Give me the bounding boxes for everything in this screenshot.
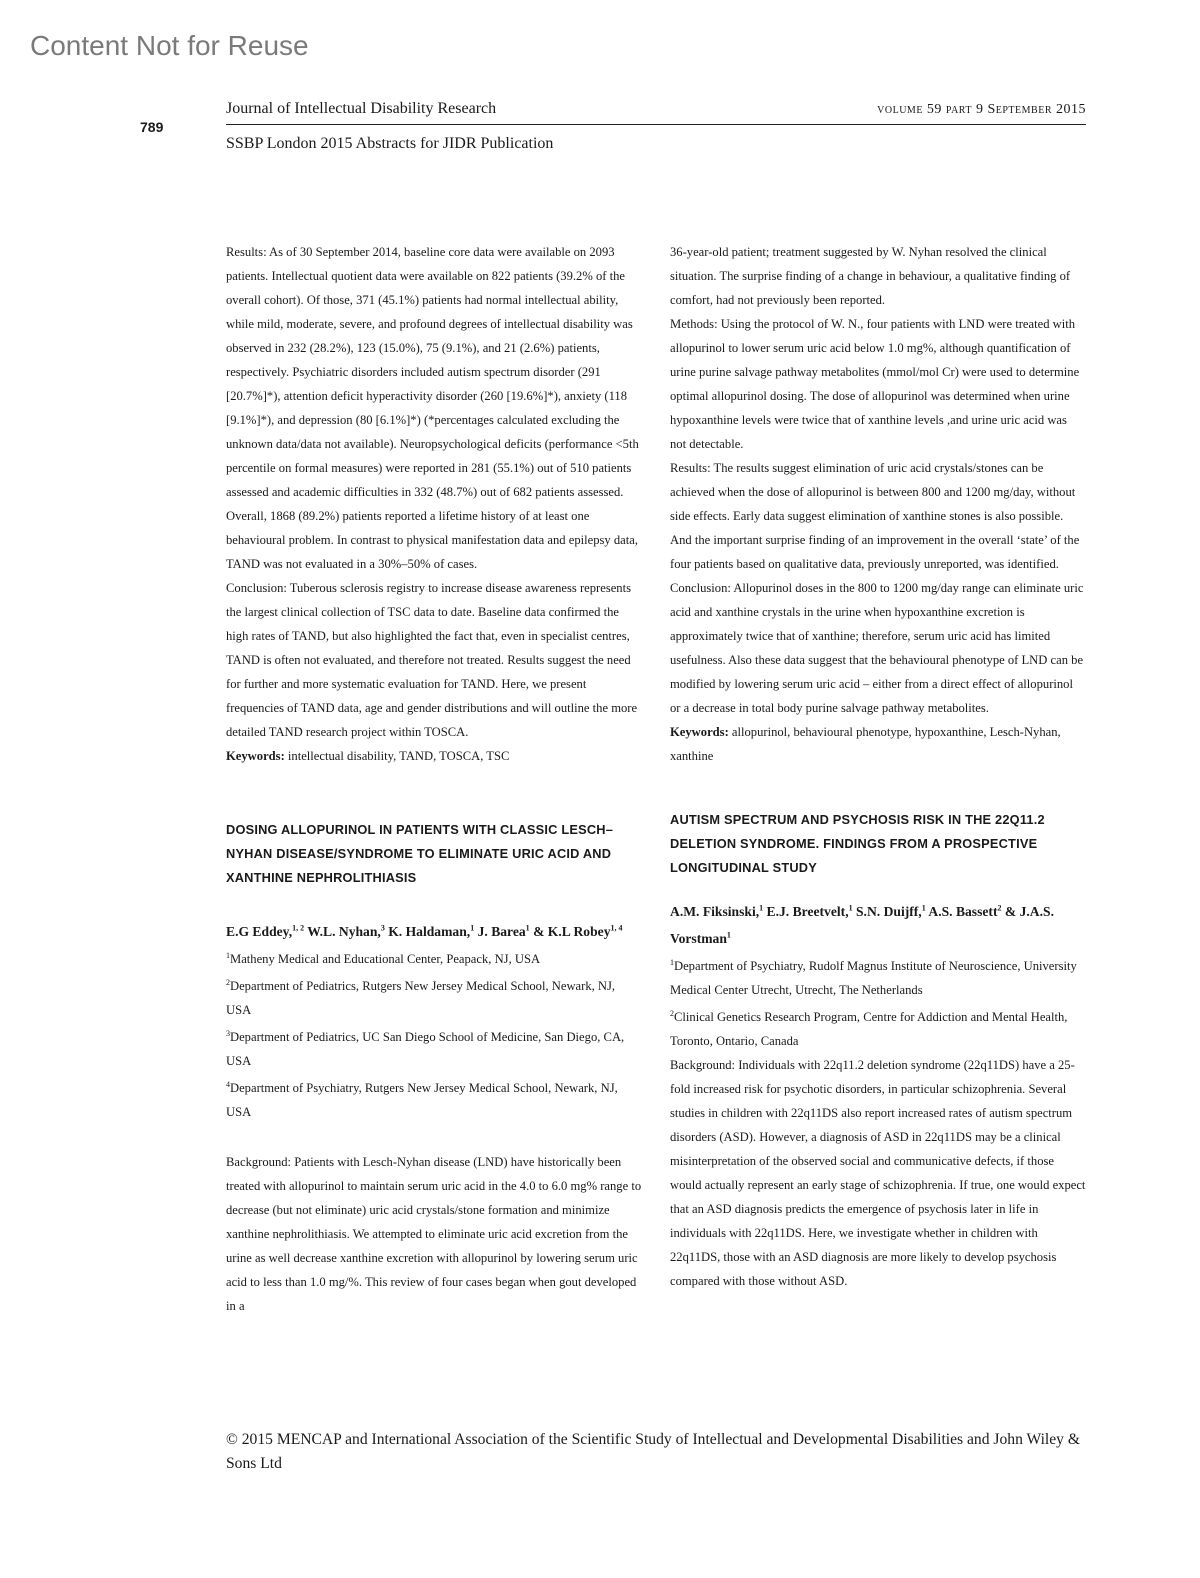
keywords-text: intellectual disability, TAND, TOSCA, TSC [287,749,510,763]
volume-info: volume 59 part 9 September 2015 [877,102,1086,117]
author: E.J. Breetvelt,$^1$ [766,903,853,919]
background-paragraph: Background: Patients with Lesch-Nyhan disease (LND) have historically been treated with allopurinol to maintain serum uric acid in the 4.0 to 6.0 mg% range to decrease (but not eliminate) uric acid crystals/stone formation and minimize xanthine nephrolithiasis. We attempted to eliminate uric acid excretion from the urine as well decrease xanthine excretion with allopurinol by lowering serum uric acid to less than 1.0 mg/%. This review of four cases began when gout developed in a [226,1155,642,1314]
left-column [226,240,642,1318]
results-paragraph: Results: The results suggest elimination of uric acid crystals/stones can be achieved when the dose of allopurinol is between 800 and 1200 mg/day, without side effects. Early data suggest elimination of xanthine stones is also possible. And the important surprise finding of an improvement in the overall ‘state’ of the four patients based on qualitative data, previously unreported, was identified. [670,461,1080,571]
abstract-title: AUTISM SPECTRUM AND PSYCHOSIS RISK IN THE 22Q11.2 DELETION SYNDROME. FINDINGS FROM A PROSPECTIVE LONGITUDINAL STUDY [670,812,1045,875]
affiliation: $^2$Department of Pediatrics, Rutgers New Jersey Medical School, Newark, NJ, USA [226,977,616,1017]
copyright-footer: © 2015 MENCAP and International Association of the Scientific Study of Intellectual and Developmental Disabilities and John Wiley & Sons Ltd [226,1431,1080,1472]
author: E.G Eddey,$^{1, 2}$ [226,923,305,939]
affiliation: $^3$Department of Pediatrics, UC San Diego School of Medicine, San Diego, CA, USA [226,1028,625,1069]
author: J. Barea$^1$ [477,923,530,939]
author-list [670,896,1086,951]
keywords-label: Keywords: [226,749,285,763]
journal-title: Journal of Intellectual Disability Research [226,100,497,117]
author: W.L. Nyhan,$^3$ [307,923,385,939]
affiliation: $^1$Department of Psychiatry, Rudolf Magnus Institute of Neuroscience, University Medical Center Utrecht, Utrecht, The Netherlands [670,958,1077,998]
author-list [226,916,642,944]
keywords-text: allopurinol, behavioural phenotype, hypoxanthine, Lesch-Nyhan, xanthine [670,725,1061,763]
conclusion-paragraph: Conclusion: Allopurinol doses in the 800 to 1200 mg/day range can eliminate uric acid and xanthine crystals in the urine when hypoxanthine excretion is approximately twice that of xanthine; therefore, serum uric acid has limited usefulness. Also these data suggest that the behavioural phenotype of LND can be modified by lowering serum uric acid – either from a direct effect of allopurinol or a decrease in total body purine salvage pathway metabolites. [670,581,1084,715]
affiliation: $^2$Clinical Genetics Research Program, Centre for Addiction and Mental Health, Toronto, Ontario, Canada [670,1009,1068,1049]
author: S.N. Duijff,$^1$ [856,903,926,919]
keywords-label: Keywords: [670,725,729,739]
results-paragraph: Results: As of 30 September 2014, baseline core data were available on 2093 patients. Intellectual quotient data were available on 822 patients (39.2% of the overall cohort). Of those, 371 (45.1%) patients had normal intellectual ability, while mild, moderate, severe, and profound degrees of intellectual disability was observed in 232 (28.2%), 123 (15.0%), 75 (9.1%), and 21 (2.6%) patients, respectively. Psychiatric disorders included autism spectrum disorder (291 [20.7%]*), attention deficit hyperactivity disorder (260 [19.6%]*), anxiety (118 [9.1%]*), and depression (80 [6.1%]*) (*percentages calculated excluding the unknown data/data not available). Neuropsychological deficits (performance <5th percentile on formal measures) were reported in 281 (55.1%) out of 510 patients assessed and academic difficulties in 332 (48.7%) out of 682 patients assessed. Overall, 1868 (89.2%) patients reported a lifetime history of at least one behavioural problem. In contrast to physical manifestation data and epilepsy data, TAND was not evaluated in a 30%–50% of cases. [226,245,639,571]
affiliation: $^1$Matheny Medical and Educational Center, Peapack, NJ, USA [226,950,541,966]
continuation-paragraph: 36-year-old patient; treatment suggested by W. Nyhan resolved the clinical situation. The surprise finding of a change in behaviour, a qualitative finding of comfort, had not previously been reported. [670,245,1071,307]
methods-paragraph: Methods: Using the protocol of W. N., four patients with LND were treated with allopurinol to lower serum uric acid below 1.0 mg%, although quantification of urine purine salvage pathway metabolites (mmol/mol Cr) were used to determine optimal allopurinol dosing. The dose of allopurinol was determined when urine hypoxanthine levels were twice that of xanthine levels ,and urine uric acid was not detectable. [670,317,1080,451]
watermark: Content Not for Reuse [30,30,309,61]
keywords-line [670,720,1086,768]
keywords-line [226,744,642,768]
affiliation: $^4$Department of Psychiatry, Rutgers New Jersey Medical School, Newark, NJ, USA [226,1080,618,1120]
background-paragraph: Background: Individuals with 22q11.2 deletion syndrome (22q11DS) have a 25-fold increased risk for psychotic disorders, in particular schizophrenia. Several studies in children with 22q11DS also report increased rates of autism spectrum disorders (ASD). However, a diagnosis of ASD in 22q11DS may be a clinical misinterpretation of the observed social and communicative defects, if those would actually represent an early stage of schizophrenia. If true, one would expect that an ASD diagnosis predicts the emergence of psychosis later in life in individuals with 22q11DS. Here, we investigate whether in children with 22q11DS, those with an ASD diagnosis are more likely to develop psychosis compared with those without ASD. [670,1058,1086,1289]
page-number: 789 [140,119,164,135]
abstract-title: DOSING ALLOPURINOL IN PATIENTS WITH CLASSIC LESCH–NYHAN DISEASE/SYNDROME TO ELIMINATE URIC ACID AND XANTHINE NEPHROLITHIASIS [226,822,614,885]
journal-row [226,100,1086,125]
author: & K.L Robey$^{1, 4}$ [533,923,623,939]
author: A.M. Fiksinski,$^1$ [670,903,764,919]
page-header [226,100,1086,153]
header-subtitle: SSBP London 2015 Abstracts for JIDR Publication [226,135,554,152]
author: K. Haldaman,$^1$ [388,923,475,939]
right-column [670,240,1086,1293]
author: & J.A.S. Vorstman$^1$ [670,903,1054,947]
conclusion-paragraph: Conclusion: Tuberous sclerosis registry to increase disease awareness represents the largest clinical collection of TSC data to date. Baseline data confirmed the high rates of TAND, but also highlighted the fact that, even in specialist centres, TAND is often not evaluated, and therefore not treated. Results suggest the need for further and more systematic evaluation for TAND. Here, we present frequencies of TAND data, age and gender distributions and will outline the more detailed TAND research project within TOSCA. [226,581,638,739]
author: A.S. Bassett$^2$ [928,903,1002,919]
